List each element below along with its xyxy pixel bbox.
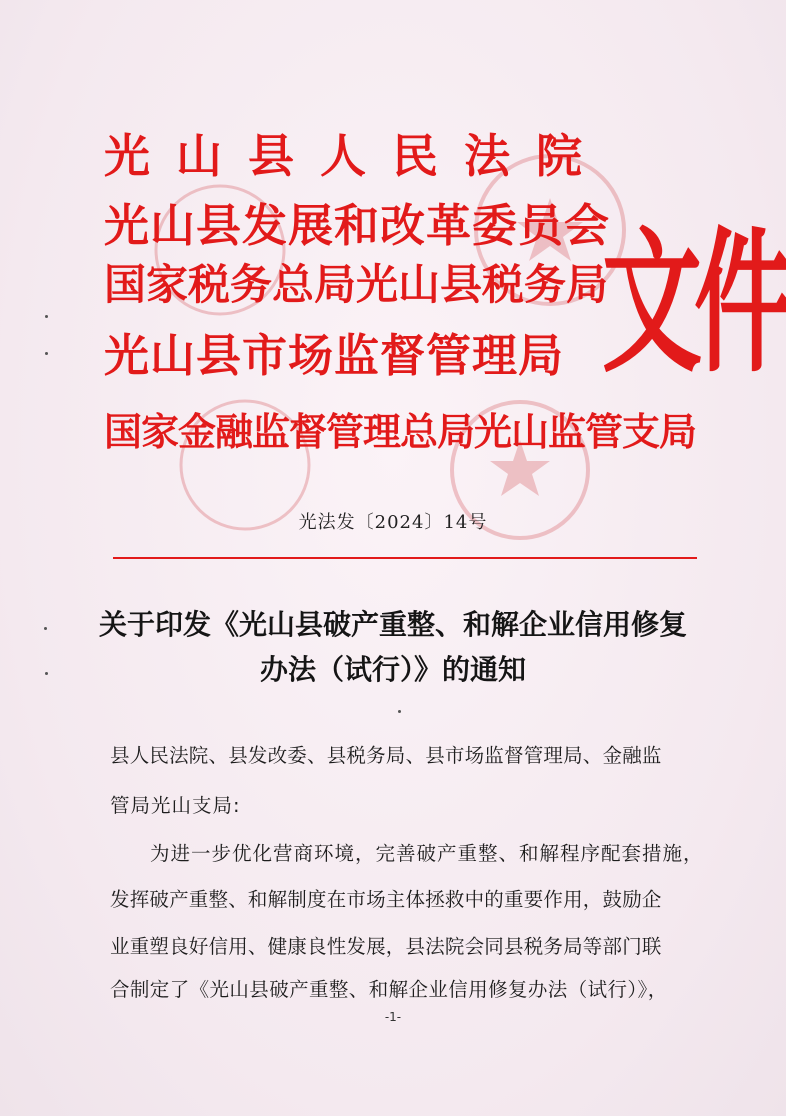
page-number: -1- bbox=[384, 1010, 402, 1024]
document-title-line-1: 关于印发《光山县破产重整、和解企业信用修复 bbox=[98, 608, 687, 641]
scan-speck bbox=[45, 315, 48, 318]
issuer-tax-bureau: 国家税务总局光山县税务局 bbox=[104, 260, 609, 309]
scan-speck bbox=[44, 627, 47, 630]
scan-speck bbox=[45, 672, 48, 675]
scan-speck bbox=[45, 352, 48, 355]
issuer-market-supervision-bureau: 光山县市场监督管理局 bbox=[104, 329, 565, 382]
issuer-financial-supervision-branch: 国家金融监督管理总局光山监管支局 bbox=[104, 409, 697, 454]
body-paragraph-line: 业重塑良好信用、健康良性发展，县法院会同县税务局等部门联 bbox=[110, 935, 662, 958]
document-word: 文件 bbox=[602, 211, 786, 394]
addressee-line-1: 县人民法院、县发改委、县税务局、县市场监督管理局、金融监 bbox=[110, 744, 662, 767]
red-divider bbox=[113, 557, 697, 559]
body-paragraph-line: 合制定了《光山县破产重整、和解企业信用修复办法（试行）》， bbox=[110, 978, 668, 1001]
addressee-line-2: 管局光山支局: bbox=[110, 794, 241, 817]
document-title-line-2: 办法（试行）》的通知 bbox=[259, 653, 526, 686]
issuer-court: 光山县人民法院 bbox=[104, 129, 608, 183]
body-paragraph-line: 为进一步优化营商环境，完善破产重整、和解程序配套措施， bbox=[150, 842, 704, 865]
issuer-development-reform-commission: 光山县发展和改革委员会 bbox=[104, 199, 611, 252]
document-number: 光法发〔2024〕14号 bbox=[298, 512, 488, 533]
scan-speck bbox=[398, 710, 401, 713]
body-paragraph-line: 发挥破产重整、和解制度在市场主体拯救中的重要作用，鼓励企 bbox=[110, 888, 662, 911]
